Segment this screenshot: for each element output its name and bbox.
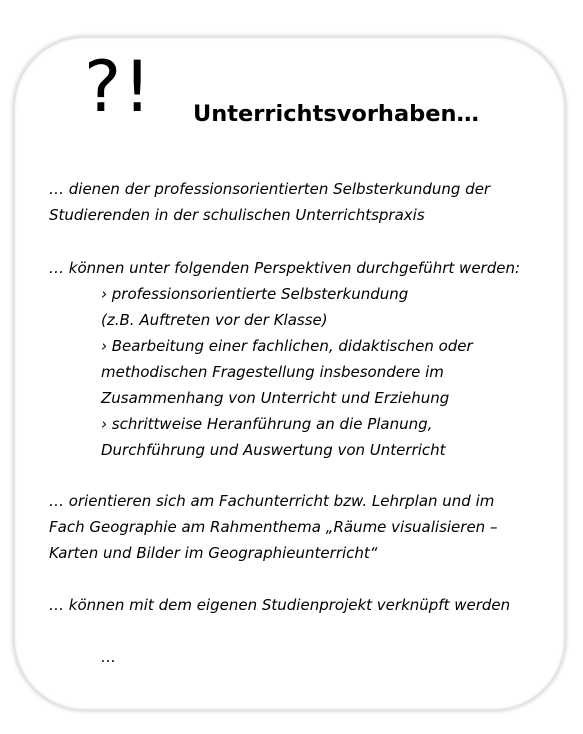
paragraph-study-project: … können mit dem eigenen Studienprojekt verknüpft werden [49, 596, 511, 614]
text-line: Studierenden in der schulischen Unterrichtspraxis [49, 206, 425, 224]
ellipsis-continuation: … [101, 648, 116, 666]
list-item: › schrittweise Heranführung an die Planung, [101, 415, 433, 433]
list-item: Zusammenhang von Unterricht und Erziehung [101, 389, 450, 407]
text-line: Karten und Bilder im Geographieunterricht“ [49, 544, 378, 562]
text-line: … dienen der professionsorientierten Selbsterkundung der [49, 180, 491, 198]
list-item: (z.B. Auftreten vor der Klasse) [101, 311, 328, 329]
text-line: Fach Geographie am Rahmenthema „Räume visualisieren – [49, 518, 498, 536]
interrobang-symbol: ?! [84, 46, 154, 128]
paragraph-purpose [49, 176, 490, 228]
list-item: › professionsorientierte Selbsterkundung [101, 285, 409, 303]
list-item: Durchführung und Auswertung von Unterricht [101, 441, 446, 459]
list-item: › Bearbeitung einer fachlichen, didaktischen oder [101, 337, 473, 355]
text-line: … orientieren sich am Fachunterricht bzw. Lehrplan und im [49, 492, 495, 510]
perspectives-list [101, 281, 473, 463]
page-title: Unterrichtsvorhaben… [193, 101, 480, 127]
paragraph-perspectives-intro: … können unter folgenden Perspektiven durchgeführt werden: [49, 259, 521, 277]
paragraph-curriculum [49, 488, 497, 566]
list-item: methodischen Fragestellung insbesondere im [101, 363, 444, 381]
